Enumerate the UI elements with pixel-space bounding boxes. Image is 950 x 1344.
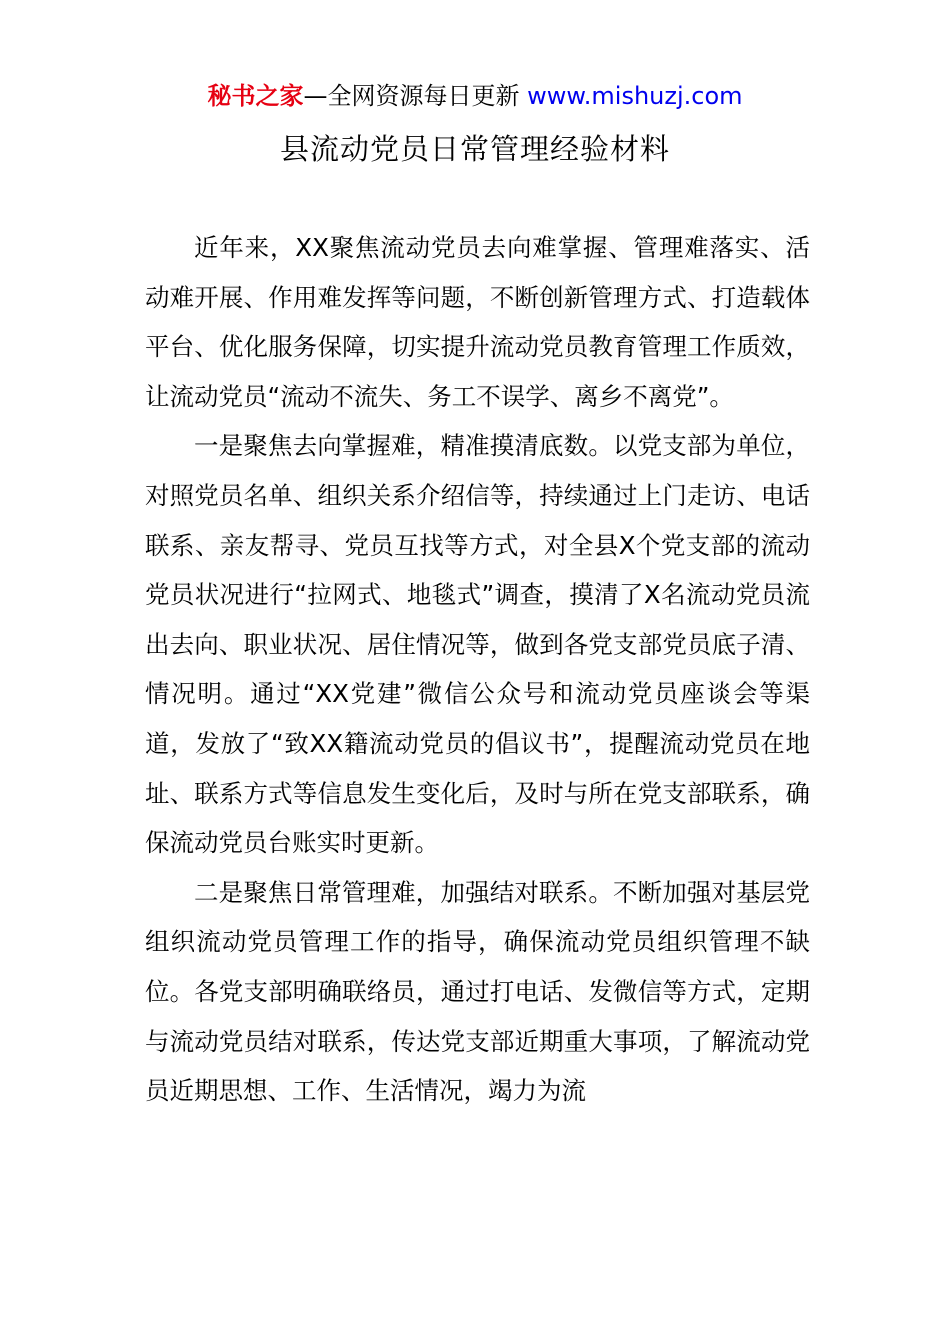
paragraph-intro: 近年来，XX聚焦流动党员去向难掌握、管理难落实、活动难开展、作用难发挥等问题，不断创新管理方式、打造载体平台、优化服务保障，切实提升流动党员教育管理工作质效，让流动党员“流动不流失、务工不误学、离乡不离党”。: [145, 233, 810, 411]
site-url-link[interactable]: www.mishuzj.com: [527, 82, 743, 110]
document-title: 县流动党员日常管理经验材料: [279, 132, 670, 166]
site-tagline: —全网资源每日更新: [303, 82, 528, 110]
paragraph-point-two: 二是聚焦日常管理难，加强结对联系。不断加强对基层党组织流动党员管理工作的指导，确保流动党员组织管理不缺位。各党支部明确联络员，通过打电话、发微信等方式，定期与流动党员结对联系，传达党支部近期重大事项，了解流动党员近期思想、工作、生活情况，竭力为流: [145, 877, 810, 1106]
site-header: [0, 80, 950, 112]
site-brand: 秘书之家: [207, 82, 304, 110]
document-body: [145, 223, 810, 1116]
paragraph-point-one: 一是聚焦去向掌握难，精准摸清底数。以党支部为单位，对照党员名单、组织关系介绍信等，持续通过上门走访、电话联系、亲友帮寻、党员互找等方式，对全县X个党支部的流动党员状况进行“拉网式、地毯式”调查，摸清了X名流动党员流出去向、职业状况、居住情况等，做到各党支部党员底子清、情况明。通过“XX党建”微信公众号和流动党员座谈会等渠道，发放了“致XX籍流动党员的倡议书”，提醒流动党员在地址、联系方式等信息发生变化后，及时与所在党支部联系，确保流动党员台账实时更新。: [145, 431, 810, 858]
